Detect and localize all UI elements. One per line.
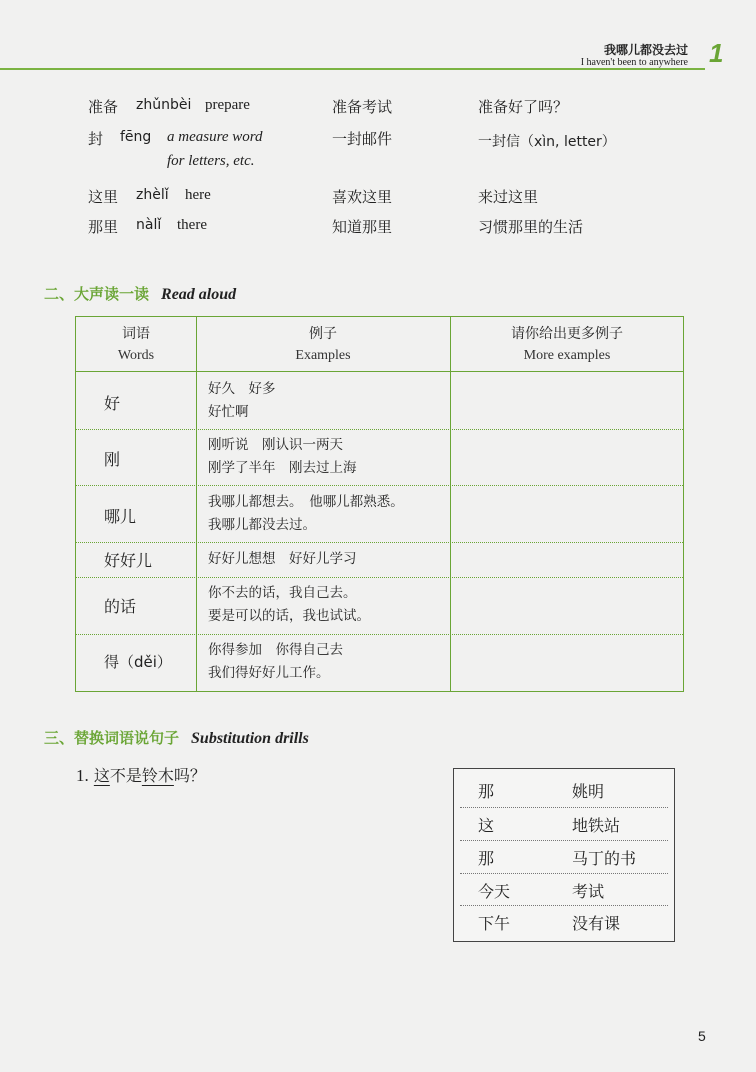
vocab-pinyin: nàlǐ xyxy=(136,217,162,233)
example-line: 你得参加 你得自己去 xyxy=(208,642,343,658)
header-cn: 例子 xyxy=(309,326,337,342)
table-rule xyxy=(76,485,683,486)
table-rule xyxy=(76,634,683,635)
example-line: 我哪儿都没去过。 xyxy=(208,517,316,533)
table-word: 得（děi） xyxy=(104,653,172,671)
table-header-more-examples xyxy=(450,323,684,367)
read-aloud-table xyxy=(75,316,684,692)
header-rule xyxy=(0,68,705,70)
table-word: 好好儿 xyxy=(104,551,153,570)
substitution-b: 马丁的书 xyxy=(572,849,637,868)
table-example xyxy=(208,548,357,571)
vocab-english-cont: for letters, etc. xyxy=(167,153,255,169)
table-word: 的话 xyxy=(104,597,137,616)
table-rule xyxy=(76,542,683,543)
vocab-example-1: 一封邮件 xyxy=(332,130,393,148)
substitution-a: 下午 xyxy=(478,914,511,933)
header-en: More examples xyxy=(523,348,611,363)
substitution-box xyxy=(453,768,675,942)
section-title-substitution xyxy=(44,727,309,748)
example-line: 刚听说 刚认识一两天 xyxy=(208,437,343,453)
drill-sentence xyxy=(76,763,206,786)
section-title-cn: 二、大声读一读 xyxy=(44,285,150,303)
section-title-en: Substitution drills xyxy=(191,730,309,747)
vocab-row xyxy=(0,96,756,122)
example-line: 要是可以的话，我也试试。 xyxy=(208,608,370,624)
section-title-en: Read aloud xyxy=(161,286,237,303)
section-title-cn: 三、替换词语说句子 xyxy=(44,729,180,747)
header-cn: 词语 xyxy=(122,326,150,342)
table-example xyxy=(208,491,404,537)
substitution-a: 那 xyxy=(478,782,495,801)
example-line: 我们得好好儿工作。 xyxy=(208,665,330,681)
header-en: Words xyxy=(117,348,155,363)
vocab-english: there xyxy=(177,217,207,233)
vocab-example-1: 喜欢这里 xyxy=(332,188,393,206)
section-title-read-aloud xyxy=(44,283,236,304)
vocab-example-2: 一封信（xìn, letter） xyxy=(478,134,616,150)
drill-text: 不是 xyxy=(109,766,142,785)
drill-slot-1: 这 xyxy=(93,766,110,785)
drill-text: 吗？ xyxy=(173,766,206,785)
table-rule xyxy=(76,577,683,578)
drill-slot-2: 铃木 xyxy=(141,766,174,785)
vocab-example-1: 准备考试 xyxy=(332,98,393,116)
substitution-a: 今天 xyxy=(478,882,511,901)
vocab-hanzi: 准备 xyxy=(88,98,119,116)
example-line: 你不去的话，我自己去。 xyxy=(208,585,357,601)
table-example xyxy=(208,434,357,480)
table-example xyxy=(208,378,276,424)
vocab-hanzi: 那里 xyxy=(88,218,119,236)
page-number: 5 xyxy=(698,1028,706,1044)
vocab-english: here xyxy=(185,187,211,203)
lesson-title-cn: 我哪儿都没去过 xyxy=(603,43,688,57)
vocab-example-1: 知道那里 xyxy=(332,218,393,236)
vocab-hanzi: 这里 xyxy=(88,188,119,206)
header-cn: 请你给出更多例子 xyxy=(511,326,623,342)
substitution-row xyxy=(454,840,674,872)
vocab-hanzi: 封 xyxy=(88,130,104,148)
substitution-row xyxy=(454,807,674,839)
table-word: 刚 xyxy=(104,450,121,469)
substitution-row xyxy=(454,905,674,937)
table-rule xyxy=(76,371,683,372)
substitution-b: 地铁站 xyxy=(572,816,621,835)
vocab-example-2: 准备好了吗？ xyxy=(478,98,569,116)
example-line: 好忙啊 xyxy=(208,404,249,420)
table-example xyxy=(208,582,370,628)
example-line: 好久 好多 xyxy=(208,381,276,397)
vocab-row xyxy=(0,216,756,242)
vocab-english: a measure word xyxy=(167,129,263,145)
substitution-b: 没有课 xyxy=(572,914,621,933)
vocab-english: prepare xyxy=(205,97,250,113)
example-line: 刚学了半年 刚去过上海 xyxy=(208,460,357,476)
substitution-a: 那 xyxy=(478,849,495,868)
table-example xyxy=(208,639,343,685)
vocab-example-2: 习惯那里的生活 xyxy=(478,218,584,236)
vocab-row xyxy=(0,186,756,212)
substitution-b: 考试 xyxy=(572,882,605,901)
substitution-row xyxy=(454,873,674,905)
substitution-b: 姚明 xyxy=(572,782,605,801)
lesson-number: 1 xyxy=(709,38,724,68)
example-line: 好好儿想想 好好儿学习 xyxy=(208,551,357,567)
table-rule xyxy=(76,429,683,430)
vocab-pinyin: fēng xyxy=(120,129,152,145)
lesson-title-en: I haven't been to anywhere xyxy=(580,57,688,68)
vocab-pinyin: zhèlǐ xyxy=(136,187,169,203)
substitution-a: 这 xyxy=(478,816,495,835)
table-header-words xyxy=(76,323,196,367)
vocab-pinyin: zhǔnbèi xyxy=(136,97,192,113)
table-word: 哪儿 xyxy=(104,507,137,526)
vocab-example-2: 来过这里 xyxy=(478,188,539,206)
example-line: 我哪儿都想去。 他哪儿都熟悉。 xyxy=(208,494,404,510)
table-word: 好 xyxy=(104,394,121,413)
header-en: Examples xyxy=(295,348,351,363)
drill-number: 1. xyxy=(76,766,89,785)
table-header-examples xyxy=(196,323,450,367)
substitution-row xyxy=(454,773,674,805)
vocab-row xyxy=(0,128,756,176)
